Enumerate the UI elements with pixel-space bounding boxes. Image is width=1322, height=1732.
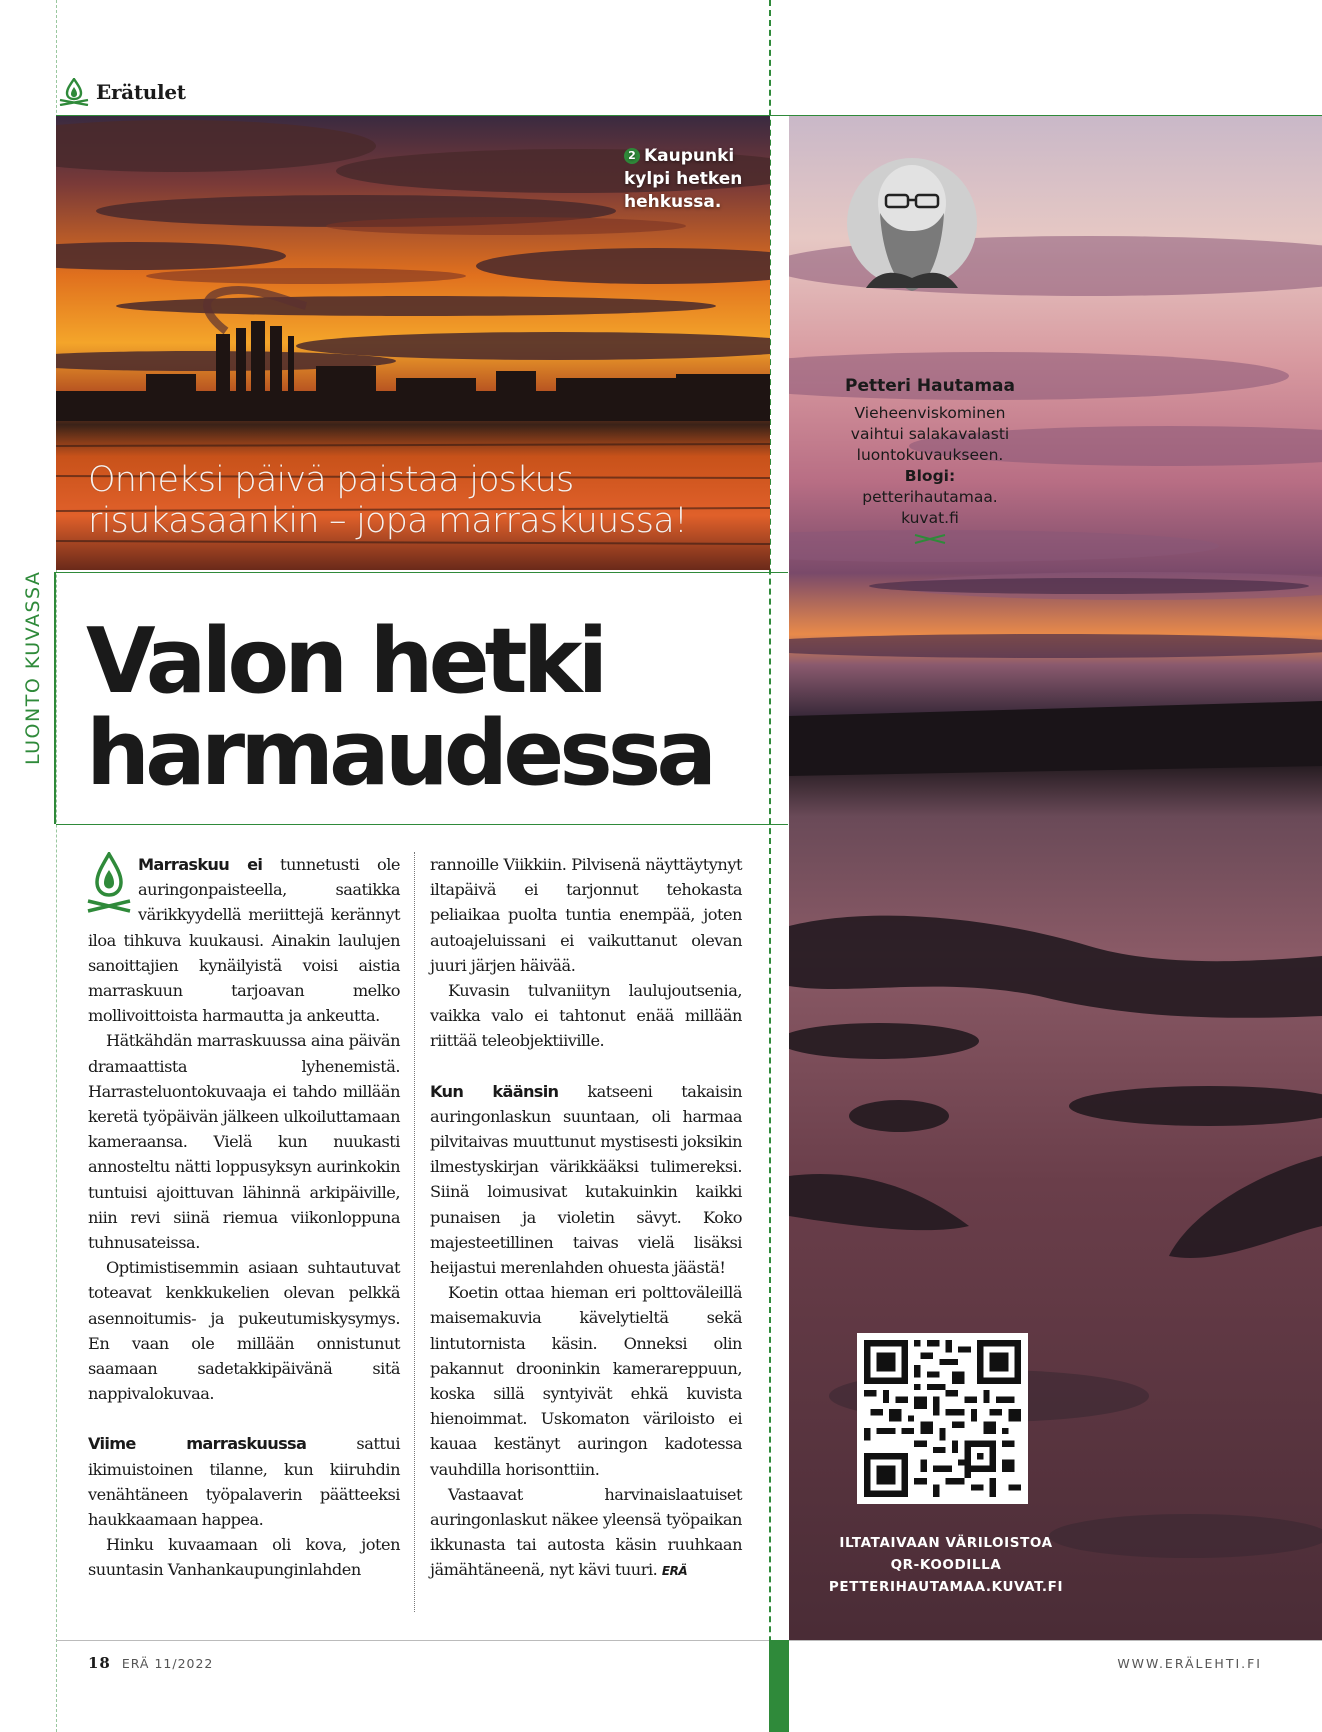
lead-in: Kun käänsin [430,1081,559,1101]
page-number: 18 [88,1654,111,1672]
headline-line: harmaudessa [86,701,713,806]
headline-line: Valon hetki [86,609,604,714]
paragraph-text: Vastaavat harvinaislaatuiset auringonlaskut näkee yleensä työpaikan ikkunasta tai autosta käsin ruuhkaan jämähtäneenä, nyt kävi tuuri. [430,1484,742,1580]
article-paragraph [430,852,742,978]
blog-url-line[interactable]: petterihautamaa. [862,488,998,506]
blog-url-line[interactable]: kuvat.fi [901,509,959,527]
issue-label: ERÄ 11/2022 [121,1656,214,1671]
qr-caption-line: QR-KOODILLA [890,1557,1002,1573]
footer-accent-bar [769,1640,789,1732]
paragraph-text: Optimistisemmin asiaan suhtautuvat toteavat kenkkukelien olevan pelkkä asennoitumis- ja pukeutumiskysymys. En vaan ole millään onnistunut saamaan sadetakkipäivänä sitä nappivalokuvaa. [88,1258,400,1404]
crossed-logs-icon [913,533,947,545]
article-paragraph [430,1482,742,1585]
section-name: Erätulet [96,80,186,104]
paragraph-text: Kuvasin tulvaniityn laulujoutsenia, vaikka valo ei tahtonut enää millään riittää teleobjektiiville. [430,981,742,1051]
author-bio-line: Vieheenviskominen [854,404,1006,422]
pull-quote-line: risukasaankin – jopa marraskuussa! [88,501,688,541]
paragraph-text: Hätkähdän marraskuussa aina päivän dramaattista lyhenemistä. Harrasteluontokuvaaja ei tahdo millään keretä työpäivän jälkeen ulkoiluttamaan kameraansa. Vielä kun nuukasti annosteltu nätti loppusyksyn aurinkokin tuntuisi ajoittuvan lähinnä arkipäiville, niin revi siinä riemua viikonloppuna tuhnusateissa. [88,1031,400,1253]
article-paragraph [88,1255,400,1406]
article-paragraph [430,1280,742,1482]
paragraph-text: rannoille Viikkiin. Pilvisenä näyttäytynyt iltapäivä ei tarjonnut tehokasta peliaikaa puolta tuntia enempää, joten autoajeluissani ei vaikuttanut olevan juuri järjen häivää. [430,855,742,975]
campfire-icon [58,78,90,106]
photo-bottom-rule [56,572,788,573]
headline-bottom-rule [56,824,788,825]
article-paragraph [430,978,742,1054]
qr-code-icon [864,1340,1021,1497]
article-paragraph [88,852,400,1028]
lead-in: Marraskuu ei [138,855,263,874]
photo-caption [624,145,742,214]
pull-quote-line: Onneksi päivä paistaa joskus [88,460,574,500]
author-bio-line: vaihtui salakavalasti [850,425,1010,443]
author-portrait [846,157,978,343]
qr-code[interactable] [857,1333,1028,1504]
end-mark: ERÄ [661,1564,688,1579]
article-paragraph [88,1431,400,1532]
section-header [58,78,186,106]
column-divider [414,852,415,1612]
author-name: Petteri Hautamaa [845,376,1015,396]
footer-folio [88,1654,213,1672]
side-label: LUONTO KUVASSA [22,570,44,765]
paragraph-text: katseeni takaisin auringonlaskun suuntaan, oli harmaa pilvitaivas muuttunut mystisesti joksikin ilmestyskirjan värikkääksi tulimereksi. Siinä loimusivat kutakuinkin kaikki punaisen ja violetin sävyt. Koko majesteetillinen taivas vielä lisäksi heijastui merenlahden ohuesta jäästä! [430,1081,743,1278]
footer-website[interactable]: WWW.ERÄLEHTI.FI [1117,1656,1262,1671]
paragraph-text: Koetin ottaa hieman eri polttoväleillä maisemakuvia kävelytieltä sekä lintutornista käsin. Onneksi olin pakannut drooninkin kamerareppuun, koska sillä syntyivät ehkä kuvista hienoimmat. Uskomaton väriloisto ei kauaa kestänyt auringon kadotessa vauhdilla horisonttiin. [430,1283,742,1479]
pull-quote [88,460,748,542]
article-paragraph [88,1028,400,1255]
article-paragraph [88,1532,400,1582]
blog-label: Blogi: [904,467,956,485]
article-headline [86,609,766,806]
footer-rule [56,1640,1322,1641]
caption-line: hehkussa. [624,192,722,212]
caption-line: Kaupunki [644,146,735,166]
author-box [800,375,1060,549]
paragraph-text: tunnetusti ole auringonpaisteella, saatikka värikkyydellä meriittejä kerännyt iloa tihkuva kuukausi. Ainakin laulujen sanoittajien kynäilyistä voisi aistia marraskuun tarjoavan melko mollivoittoista harmautta ja ankeutta. [88,855,400,1026]
caption-number-badge: 2 [624,148,640,164]
qr-caption-line: ILTATAIVAAN VÄRILOISTOA [839,1535,1053,1551]
qr-caption-line: PETTERIHAUTAMAA.KUVAT.FI [828,1579,1064,1595]
qr-caption [800,1532,1092,1598]
article-column-2 [430,852,742,1585]
author-bio-line: luontokuvaukseen. [856,446,1004,464]
campfire-dropcap-icon [84,852,134,918]
article-column-1 [88,852,400,1583]
lead-in: Viime marraskuussa [88,1434,307,1454]
paragraph-text: sattui ikimuistoinen tilanne, kun kiiruhdin venähtäneen työpalaverin päätteeksi haukkaamaan happea. [88,1434,401,1530]
article-paragraph [430,1079,742,1281]
paragraph-text: Hinku kuvaamaan oli kova, joten suuntasin Vanhankaupunginlahden [88,1535,400,1580]
caption-line: kylpi hetken [624,169,743,189]
